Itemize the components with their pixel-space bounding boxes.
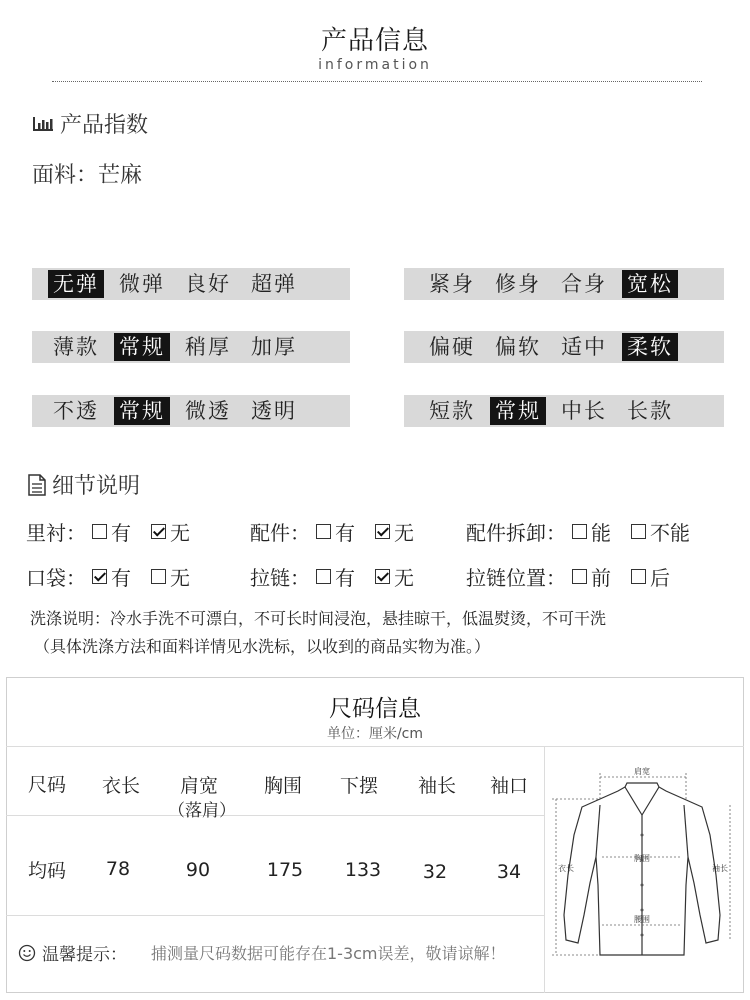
product-index-heading [32, 108, 148, 139]
zipper-no-checkbox [375, 569, 390, 584]
size-value: 均码 [27, 860, 66, 882]
accessory-group [250, 517, 414, 546]
page-subtitle: information [318, 57, 432, 73]
accessory-label: 配件： [250, 521, 310, 545]
table-divider [6, 746, 744, 747]
pocket-no-checkbox [151, 569, 166, 584]
option-elastic-super: 超弹 [251, 272, 297, 296]
zipper-yes-label: 有 [335, 566, 355, 590]
pocket-yes-label: 有 [111, 566, 131, 590]
header-chest: 胸围 [263, 775, 302, 797]
zipper-label: 拉链： [250, 566, 310, 590]
option-soft: 柔软 [622, 333, 678, 361]
detail-title: 细节说明 [52, 474, 141, 499]
zipper-position-group [466, 562, 670, 591]
accessory-no-label: 无 [394, 521, 414, 545]
zipper-no-label: 无 [394, 566, 414, 590]
detach-no-checkbox [631, 524, 646, 539]
softness-bar [404, 331, 724, 363]
option-moderate: 适中 [561, 335, 607, 359]
zipper-group [250, 562, 414, 591]
accessory-no-checkbox [375, 524, 390, 539]
fit-bar [404, 268, 724, 300]
option-opaque: 不透 [53, 399, 99, 423]
divider [52, 81, 702, 82]
detach-label: 配件拆卸： [466, 521, 566, 545]
page-title: 产品信息 [320, 26, 429, 56]
accessory-yes-checkbox [316, 524, 331, 539]
option-fit-loose: 宽松 [622, 270, 678, 298]
header-shoulder-note: （落肩） [168, 801, 236, 821]
pocket-yes-checkbox [92, 569, 107, 584]
lining-group [26, 517, 190, 546]
document-icon [28, 474, 46, 496]
fabric-label: 面料：芒麻 [32, 163, 143, 188]
zipper-front-label: 前 [591, 566, 611, 590]
option-elastic-slight: 微弹 [119, 272, 165, 296]
table-divider [544, 746, 545, 993]
header-shoulder: 肩宽 [179, 775, 218, 797]
option-transparency-regular: 常规 [114, 397, 170, 425]
option-length-regular: 常规 [490, 397, 546, 425]
hem-value: 133 [344, 859, 382, 881]
diagram-sleeve-label: 袖长 [712, 864, 728, 873]
header-length: 衣长 [101, 775, 140, 797]
wash-note: （具体洗涤方法和面料详情见水洗标，以收到的商品实物为准。） [34, 637, 491, 656]
option-elastic-good: 良好 [185, 272, 231, 296]
header-cuff: 袖口 [489, 775, 528, 797]
option-fit-tight: 紧身 [429, 272, 475, 296]
option-short: 短款 [429, 399, 475, 423]
option-thickness-regular: 常规 [114, 333, 170, 361]
smile-icon [18, 944, 36, 962]
zipper-yes-checkbox [316, 569, 331, 584]
detach-yes-checkbox [572, 524, 587, 539]
zipper-position-label: 拉链位置： [466, 566, 566, 590]
pocket-no-label: 无 [170, 566, 190, 590]
product-index-title: 产品指数 [60, 113, 149, 138]
header-hem: 下摆 [339, 775, 378, 797]
pocket-label: 口袋： [26, 566, 86, 590]
zipper-front-checkbox [572, 569, 587, 584]
chest-value: 175 [266, 859, 304, 881]
tip-text: 捕测量尺码数据可能存在1-3cm误差，敬请谅解！ [151, 944, 506, 963]
diagram-chest-label: 胸围 [634, 854, 650, 863]
option-stiff: 偏硬 [429, 335, 475, 359]
lining-yes-label: 有 [111, 521, 131, 545]
option-slightly-sheer: 微透 [185, 399, 231, 423]
header-sleeve-length: 袖长 [417, 775, 456, 797]
lining-no-checkbox [151, 524, 166, 539]
table-divider [6, 915, 544, 916]
tip-label: 温馨提示： [42, 945, 127, 965]
option-fit-slim: 修身 [495, 272, 541, 296]
option-thin: 薄款 [53, 335, 99, 359]
lining-yes-checkbox [92, 524, 107, 539]
detach-group [466, 517, 690, 546]
header-size: 尺码 [27, 774, 66, 796]
diagram-length-label: 衣长 [558, 864, 574, 873]
pocket-group [26, 562, 190, 591]
detach-no-label: 不能 [650, 521, 690, 545]
shirt-measurement-diagram [548, 765, 738, 965]
diagram-hem-label: 腰围 [634, 915, 650, 924]
option-slightly-soft: 偏软 [495, 335, 541, 359]
detach-yes-label: 能 [591, 521, 611, 545]
diagram-shoulder-label: 肩宽 [634, 767, 650, 776]
lining-label: 里衬： [26, 521, 86, 545]
option-elastic-none: 无弹 [48, 270, 104, 298]
table-divider [6, 815, 544, 816]
size-unit: 单位：厘米/cm [326, 726, 424, 742]
wash-instructions: 洗涤说明：冷水手洗不可漂白，不可长时间浸泡，悬挂晾干，低温熨烫，不可干洗 [30, 609, 607, 628]
size-tip [18, 940, 506, 965]
length-bar [404, 395, 724, 427]
option-fit-regular: 合身 [561, 272, 607, 296]
option-thick: 加厚 [251, 335, 297, 359]
option-long: 长款 [627, 399, 673, 423]
transparency-bar [32, 395, 350, 427]
elasticity-bar [32, 268, 350, 300]
option-mid-length: 中长 [561, 399, 607, 423]
detail-heading [28, 469, 140, 500]
shoulder-value: 90 [185, 859, 211, 881]
thickness-bar [32, 331, 350, 363]
bar-chart-icon [32, 115, 54, 133]
option-sheer: 透明 [251, 399, 297, 423]
lining-no-label: 无 [170, 521, 190, 545]
sleeve-length-value: 32 [422, 861, 448, 883]
accessory-yes-label: 有 [335, 521, 355, 545]
cuff-value: 34 [496, 861, 522, 883]
size-title: 尺码信息 [329, 696, 421, 722]
length-value: 78 [105, 858, 131, 880]
zipper-back-label: 后 [650, 566, 670, 590]
zipper-back-checkbox [631, 569, 646, 584]
option-slightly-thick: 稍厚 [185, 335, 231, 359]
